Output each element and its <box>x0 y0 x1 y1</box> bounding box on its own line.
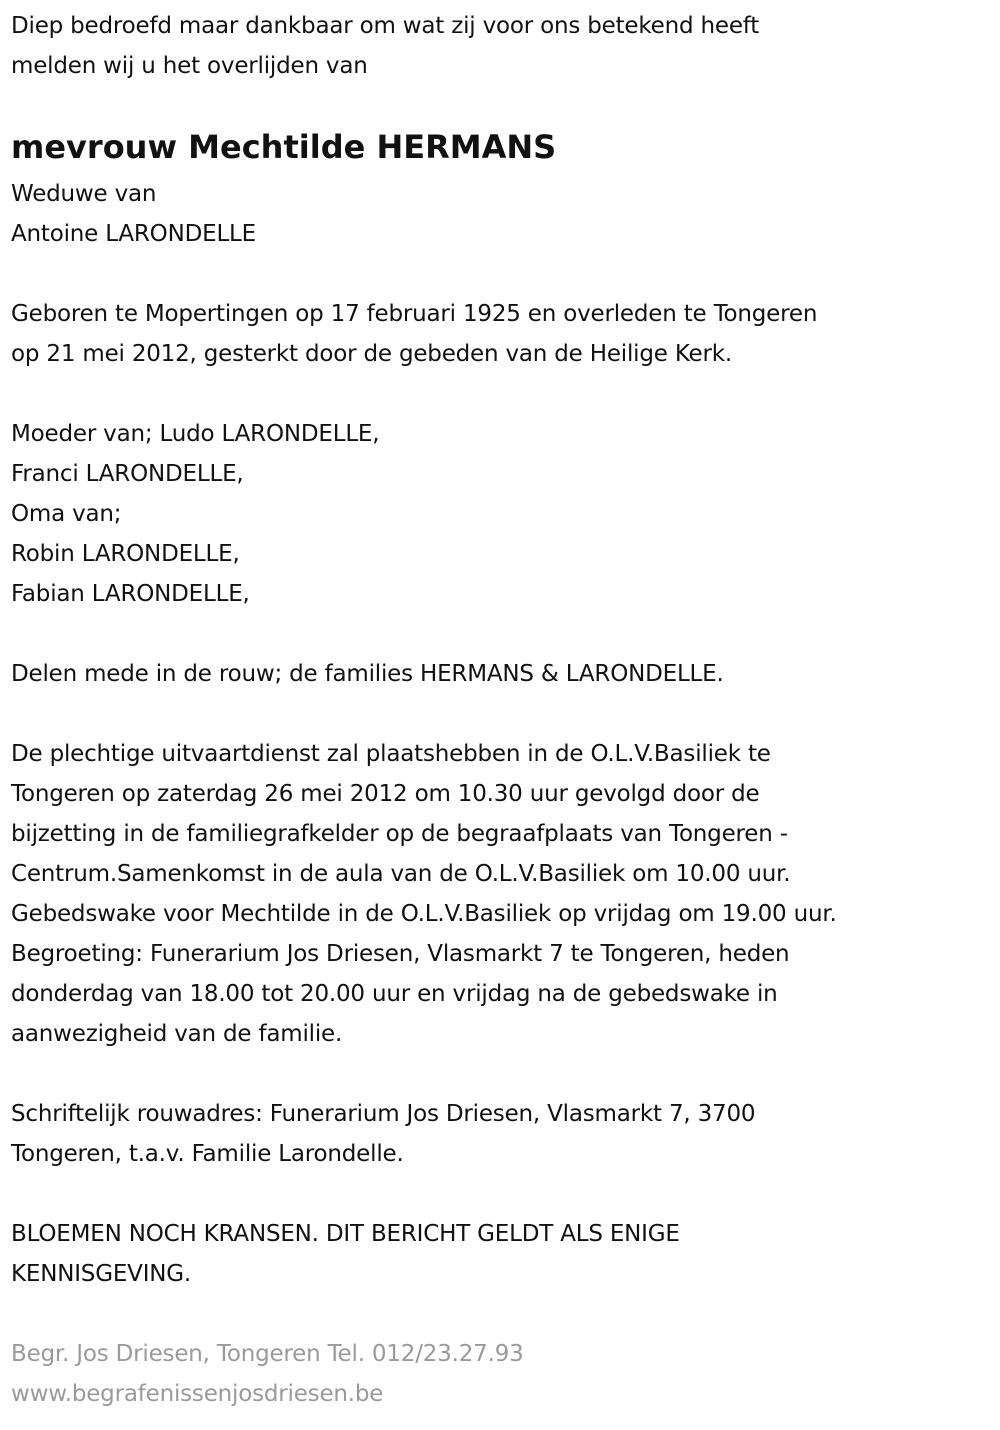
text-line: BLOEMEN NOCH KRANSEN. DIT BERICHT GELDT ALS ENIGE <box>11 1221 680 1247</box>
text-line: Gebedswake voor Mechtilde in de O.L.V.Basiliek op vrijdag om 19.00 uur. <box>11 901 837 927</box>
text-line: Franci LARONDELLE, <box>11 461 244 487</box>
deceased-name: mevrouw Mechtilde HERMANS <box>11 128 557 166</box>
notice-paragraph <box>11 1214 1000 1294</box>
text-line: Weduwe van <box>11 181 157 207</box>
funeral-home-contact: Begr. Jos Driesen, Tongeren Tel. 012/23.27.93 <box>11 1341 524 1367</box>
mourners-paragraph <box>11 654 1000 694</box>
text-line: Delen mede in de rouw; de families HERMANS & LARONDELLE. <box>11 661 724 687</box>
address-paragraph <box>11 1094 1000 1174</box>
family-paragraph <box>11 414 1000 614</box>
text-line: Tongeren op zaterdag 26 mei 2012 om 10.30 uur gevolgd door de <box>11 781 760 807</box>
text-line: Begroeting: Funerarium Jos Driesen, Vlasmarkt 7 te Tongeren, heden <box>11 941 790 967</box>
text-line: melden wij u het overlijden van <box>11 53 368 79</box>
intro-paragraph <box>11 6 1000 86</box>
funeral-home-website: www.begrafenissenjosdriesen.be <box>11 1381 384 1407</box>
text-line: Antoine LARONDELLE <box>11 221 256 247</box>
text-line: De plechtige uitvaartdienst zal plaatshebben in de O.L.V.Basiliek te <box>11 741 771 767</box>
text-line: Fabian LARONDELLE, <box>11 581 250 607</box>
text-line: Tongeren, t.a.v. Familie Larondelle. <box>11 1141 404 1167</box>
text-line: Geboren te Mopertingen op 17 februari 1925 en overleden te Tongeren <box>11 301 818 327</box>
text-line: Schriftelijk rouwadres: Funerarium Jos Driesen, Vlasmarkt 7, 3700 <box>11 1101 756 1127</box>
text-line: donderdag van 18.00 tot 20.00 uur en vrijdag na de gebedswake in <box>11 981 778 1007</box>
text-line: Robin LARONDELLE, <box>11 541 240 567</box>
text-line: Moeder van; Ludo LARONDELLE, <box>11 421 380 447</box>
text-line: aanwezigheid van de familie. <box>11 1021 343 1047</box>
text-line: Diep bedroefd maar dankbaar om wat zij voor ons betekend heeft <box>11 13 760 39</box>
birth-paragraph <box>11 294 1000 374</box>
text-line: bijzetting in de familiegrafkelder op de begraafplaats van Tongeren - <box>11 821 788 847</box>
service-paragraph <box>11 734 1000 1054</box>
text-line: Oma van; <box>11 501 122 527</box>
spouse-paragraph <box>11 174 1000 254</box>
funeral-home-footer <box>11 1334 1000 1414</box>
text-line: Centrum.Samenkomst in de aula van de O.L.V.Basiliek om 10.00 uur. <box>11 861 791 887</box>
text-line: KENNISGEVING. <box>11 1261 192 1287</box>
text-line: op 21 mei 2012, gesterkt door de gebeden van de Heilige Kerk. <box>11 341 732 367</box>
